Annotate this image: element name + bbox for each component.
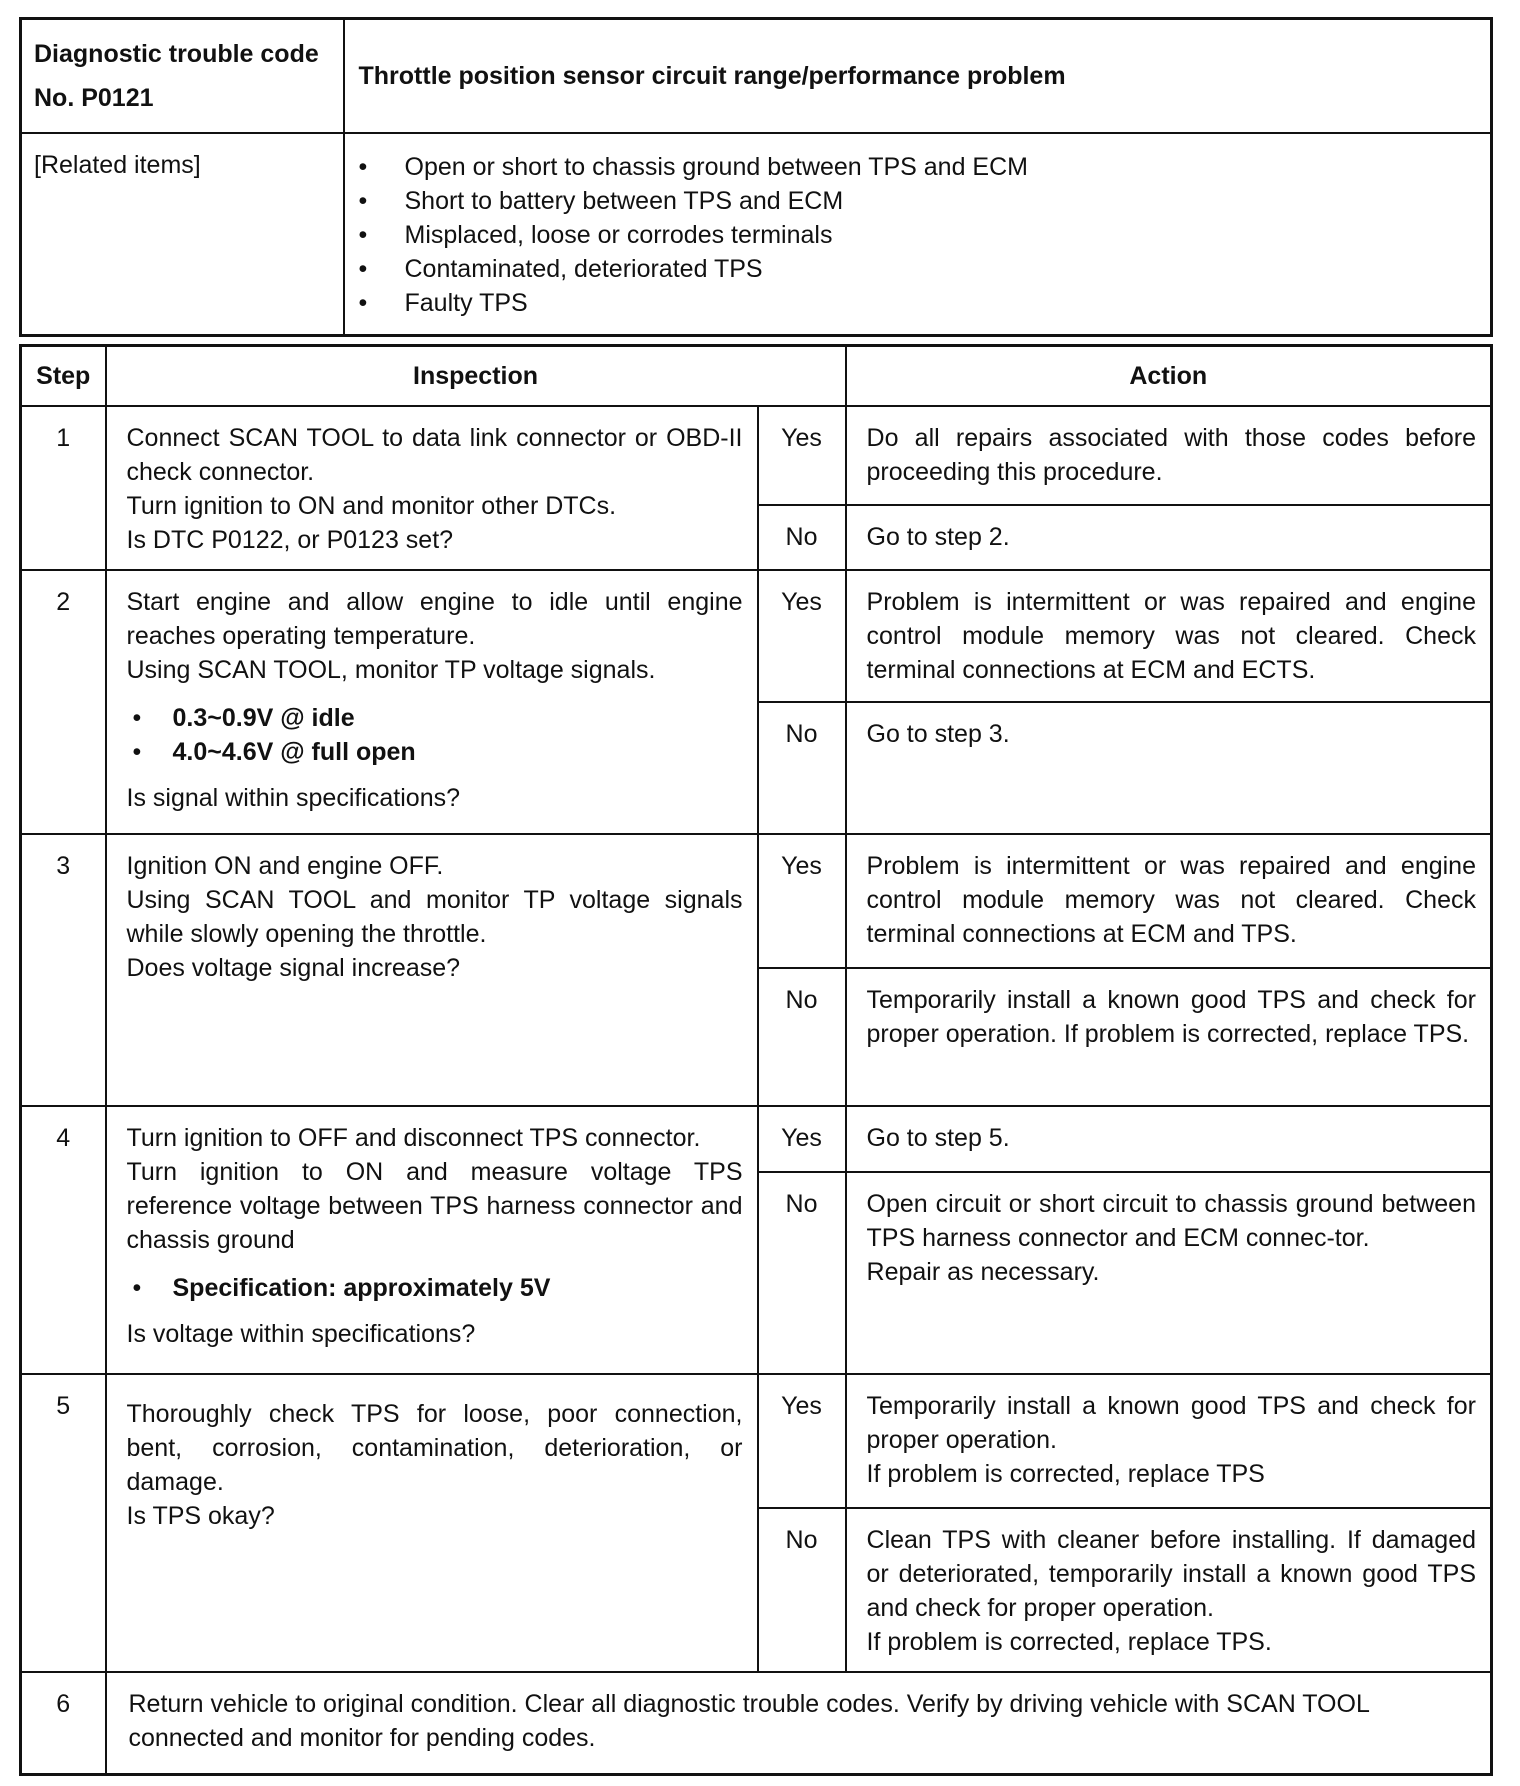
- related-item: • Contaminated, deteriorated TPS: [359, 252, 1491, 286]
- dtc-code-cell: [21, 19, 344, 134]
- action-text: Go to step 2.: [866, 523, 1010, 551]
- header-inspection: Inspection: [106, 346, 846, 407]
- header-action: Action: [846, 346, 1492, 407]
- action-text: Clean TPS with cleaner before installing. If damaged or deteriorated, temporarily install a known good TPS and check for proper operation.: [866, 1526, 1476, 1622]
- inspection-text: Turn ignition to ON and monitor other DTCs.: [126, 492, 617, 520]
- dtc-title: Throttle position sensor circuit range/performance problem: [344, 19, 1492, 134]
- final-step-text: Return vehicle to original condition. Clear all diagnostic trouble codes. Verify by driving vehicle with SCAN TOOL connected and monitor for pending codes.: [106, 1672, 1492, 1774]
- step-inspection: [106, 406, 758, 570]
- action-text: Go to step 5.: [866, 1124, 1010, 1152]
- related-item: • Open or short to chassis ground between TPS and ECM: [359, 150, 1491, 184]
- spec-item: • Specification: approximately 5V: [127, 1271, 743, 1305]
- step-number: 1: [21, 406, 106, 570]
- yes-label: Yes: [758, 570, 846, 702]
- yes-label: Yes: [758, 834, 846, 968]
- inspection-question: Is signal within specifications?: [126, 784, 460, 812]
- inspection-question: Is voltage within specifications?: [126, 1320, 476, 1348]
- step-inspection: [106, 570, 758, 834]
- action-text: Do all repairs associated with those codes before proceeding this procedure.: [866, 424, 1476, 486]
- yes-action: [846, 1374, 1492, 1508]
- inspection-text: Does voltage signal increase?: [126, 954, 461, 982]
- step-inspection: [106, 1106, 758, 1374]
- inspection-text: Using SCAN TOOL and monitor TP voltage signals while slowly opening the throttle.: [126, 886, 743, 948]
- yes-label: Yes: [758, 406, 846, 505]
- step-number: 4: [21, 1106, 106, 1374]
- no-label: No: [758, 1172, 846, 1374]
- dtc-code-label: Diagnostic trouble code: [34, 40, 319, 68]
- yes-action: [846, 834, 1492, 968]
- inspection-text: Start engine and allow engine to idle until engine reaches operating temperature.: [126, 588, 743, 650]
- spec-list: [127, 1271, 743, 1305]
- dtc-header-table: [19, 17, 1493, 337]
- yes-action: [846, 1106, 1492, 1172]
- related-items-cell: [344, 133, 1492, 336]
- action-text: Temporarily install a known good TPS and check for proper operation.: [866, 1392, 1476, 1454]
- inspection-text: Thoroughly check TPS for loose, poor connection, bent, corrosion, contamination, deterioration, or damage.: [126, 1400, 743, 1496]
- no-label: No: [758, 968, 846, 1106]
- action-text: If problem is corrected, replace TPS.: [866, 1628, 1272, 1656]
- yes-action: [846, 406, 1492, 505]
- action-text: Repair as necessary.: [866, 1258, 1100, 1286]
- spec-list: [127, 701, 743, 769]
- yes-label: Yes: [758, 1374, 846, 1508]
- spec-item: • 0.3~0.9V @ idle: [127, 701, 743, 735]
- yes-action: [846, 570, 1492, 702]
- spec-item: • 4.0~4.6V @ full open: [127, 735, 743, 769]
- no-action: [846, 1508, 1492, 1672]
- inspection-text: Using SCAN TOOL, monitor TP voltage signals.: [126, 656, 656, 684]
- action-text: Problem is intermittent or was repaired and engine control module memory was not cleared. Check terminal connections at ECM and ECTS.: [866, 588, 1476, 684]
- related-item: • Misplaced, loose or corrodes terminals: [359, 218, 1491, 252]
- related-items-label: [Related items]: [21, 133, 344, 336]
- inspection-text: Connect SCAN TOOL to data link connector or OBD-II check connector.: [126, 424, 743, 486]
- step-inspection: [106, 1374, 758, 1672]
- no-action: [846, 702, 1492, 834]
- no-label: No: [758, 702, 846, 834]
- step-inspection: [106, 834, 758, 1106]
- step-number: 2: [21, 570, 106, 834]
- action-text: Problem is intermittent or was repaired and engine control module memory was not cleared. Check terminal connections at ECM and TPS.: [866, 852, 1476, 948]
- yes-label: Yes: [758, 1106, 846, 1172]
- related-item: • Short to battery between TPS and ECM: [359, 184, 1491, 218]
- related-items-list: [345, 134, 1491, 334]
- no-label: No: [758, 505, 846, 570]
- step-number: 6: [21, 1672, 106, 1774]
- action-text: Open circuit or short circuit to chassis ground between TPS harness connector and ECM connec-tor.: [866, 1190, 1476, 1252]
- step-number: 5: [21, 1374, 106, 1672]
- inspection-text: Turn ignition to OFF and disconnect TPS connector.: [126, 1124, 701, 1152]
- action-text: If problem is corrected, replace TPS: [866, 1460, 1265, 1488]
- inspection-text: Turn ignition to ON and measure voltage TPS reference voltage between TPS harness connector and chassis ground: [126, 1158, 743, 1254]
- no-label: No: [758, 1508, 846, 1672]
- no-action: [846, 968, 1492, 1106]
- no-action: [846, 505, 1492, 570]
- procedure-table: [19, 344, 1493, 1776]
- action-text: Temporarily install a known good TPS and check for proper operation. If problem is corrected, replace TPS.: [866, 986, 1476, 1048]
- no-action: [846, 1172, 1492, 1374]
- action-text: Go to step 3.: [866, 720, 1010, 748]
- header-step: Step: [21, 346, 106, 407]
- dtc-code-number: No. P0121: [34, 84, 154, 112]
- inspection-text: Is TPS okay?: [126, 1502, 275, 1530]
- step-number: 3: [21, 834, 106, 1106]
- inspection-text: Ignition ON and engine OFF.: [126, 852, 444, 880]
- related-item: • Faulty TPS: [359, 286, 1491, 320]
- inspection-text: Is DTC P0122, or P0123 set?: [126, 526, 454, 554]
